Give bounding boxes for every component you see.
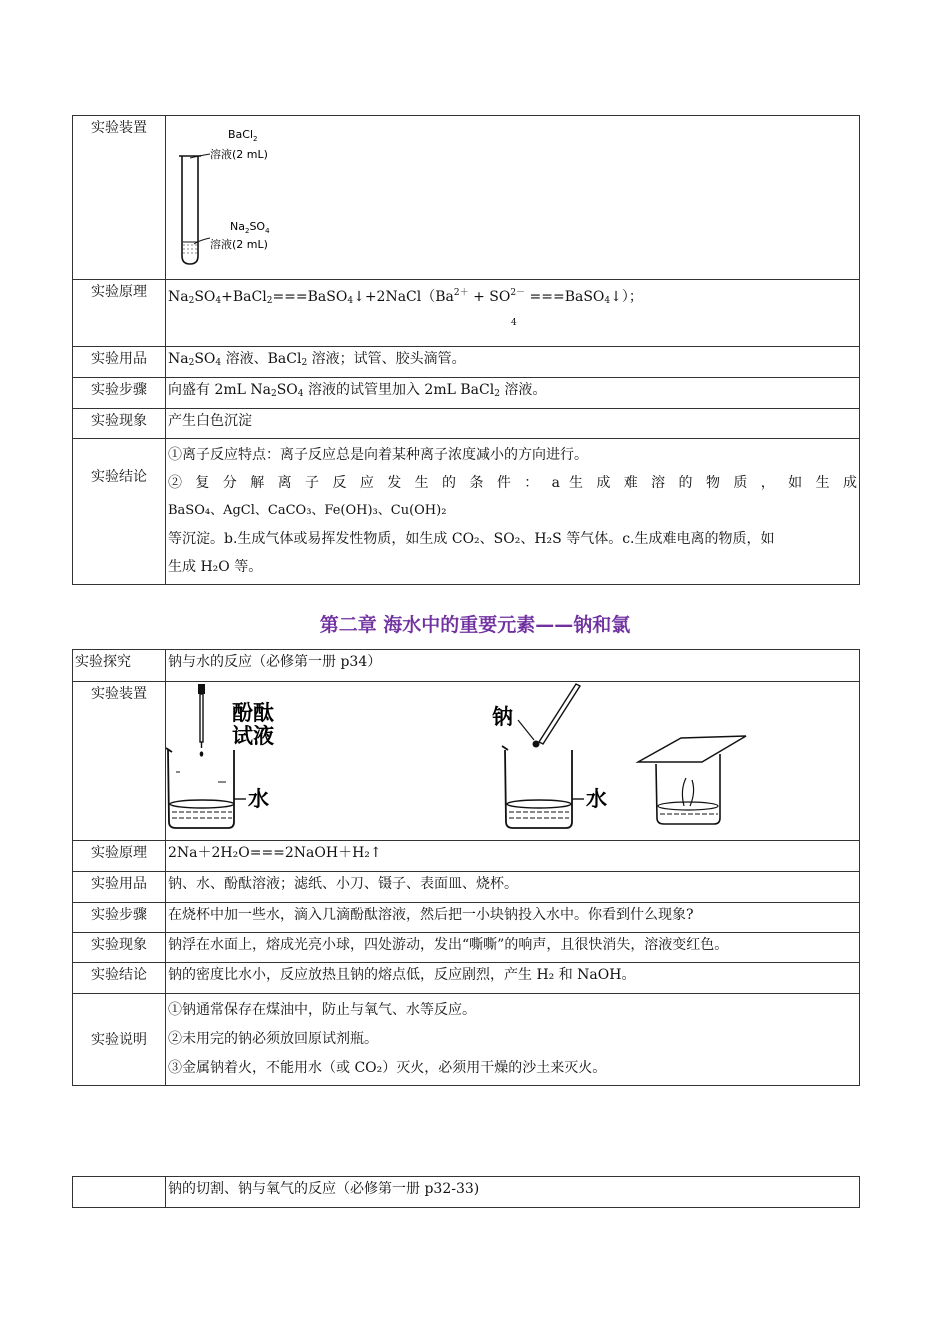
note-text [166,994,860,1086]
chapter-title: 第二章 海水中的重要元素——钠和氯 [319,614,631,636]
conclusion-text [166,439,860,585]
supplies-label: 实验用品 [73,347,166,378]
reagent-label: 试液 [232,724,274,748]
beaker-sodium [492,684,607,828]
conclusion-line-2: ② 复 分 解 离 子 反 应 发 生 的 条 件 ： a 生 成 难 溶 的 物 质 ， 如 生 成 [168,475,857,491]
explore-text: 钠与水的反应（必修第一册 p34） [166,650,860,682]
phenomenon-label-2: 实验现象 [73,933,166,963]
device-figure-cell [166,116,860,280]
bacl2-solution-label: 溶液(2 mL) [210,148,268,161]
principle-text: $Na_2SO_4+BaCl_2===BaSO_4↓+2NaCl(Ba^{2+} + SO^{2-}$ ===BaSO$_4$↓）； 4 [166,280,860,347]
table3-label-cell [73,1177,166,1208]
device-label-2: 实验装置 [73,682,166,841]
device-label: 实验装置 [73,116,166,280]
supplies-text-2: 钠、水、酚酞溶液；滤纸、小刀、镊子、表面皿、烧杯。 [166,872,860,903]
conclusion-label-2: 实验结论 [73,963,166,994]
phenomenon-text-2: 钠浮在水面上，熔成光亮小球，四处游动，发出“嘶嘶”的响声，且很快消失，溶液变红色。 [166,933,860,963]
note-line-3: ③金属钠着火，不能用水（或 CO₂）灭火，必须用干燥的沙土来灭火。 [168,1060,607,1076]
experiment-table-2 [72,649,860,1086]
principle-label-2: 实验原理 [73,841,166,872]
table3-explore-text: 钠的切割、钠与氧气的反应（必修第一册 p32-33) [166,1177,860,1208]
na2so4-solution-label: 溶液(2 mL) [210,238,268,251]
conclusion-line-1: ①离子反应特点：离子反应总是向着某种离子浓度减小的方向进行。 [168,447,588,463]
phenomenon-label: 实验现象 [73,409,166,439]
steps-text-2: 在烧杯中加一些水，滴入几滴酚酞溶液，然后把一小块钠投入水中。你看到什么现象? [166,903,860,933]
steps-label-2: 实验步骤 [73,903,166,933]
test-tube-figure [168,118,293,270]
explore-label: 实验探究 [73,650,166,682]
na2so4-label: $Na_2SO_4$ [230,220,270,235]
conclusion-line-5: 生成 H₂O 等。 [168,559,263,575]
steps-label: 实验步骤 [73,378,166,409]
water-label-2: 水 [586,787,607,811]
supplies-text: $Na_2SO_4$ 溶液、BaCl$_2$ 溶液；试管、胶头滴管。 [166,347,860,378]
sodium-label: 钠 [492,705,513,729]
sodium-water-figure [166,682,858,834]
conclusion-line-4: 等沉淀。b.生成气体或易挥发性物质，如生成 CO₂、SO₂、H₂S 等气体。c.生成难电离的物质，如 [168,531,775,547]
note-line-1: ①钠通常保存在煤油中，防止与氧气、水等反应。 [168,1002,476,1018]
phenomenon-text: 产生白色沉淀 [166,409,860,439]
beaker-phenolphthalein [166,684,274,828]
conclusion-line-3: BaSO₄、AgCl、CaCO₃、Fe(OH)₃、Cu(OH)₂ [168,503,447,518]
water-label-1: 水 [248,787,269,811]
beaker-covered [638,736,746,824]
steps-text: 向盛有 2mL $Na_2SO_4$ 溶液的试管里加入 2mL BaCl$_2$ 溶液。 [166,378,860,409]
sodium-device-cell [166,682,860,841]
experiment-table-3 [72,1176,860,1208]
phenolphthalein-label: 酚酞 [232,701,274,725]
principle-text-2: 2Na＋2H₂O===2NaOH＋H₂↑ [166,841,860,872]
experiment-table-1 [72,115,860,585]
principle-subscript: 4 [511,318,517,328]
supplies-label-2: 实验用品 [73,872,166,903]
note-line-2: ②未用完的钠必须放回原试剂瓶。 [168,1031,378,1047]
conclusion-text-2: 钠的密度比水小，反应放热且钠的熔点低，反应剧烈，产生 H₂ 和 NaOH。 [166,963,860,994]
note-label: 实验说明 [73,994,166,1086]
bacl2-label: BaCl$_2$ [228,128,258,143]
conclusion-label: 实验结论 [73,439,166,585]
principle-label: 实验原理 [73,280,166,347]
